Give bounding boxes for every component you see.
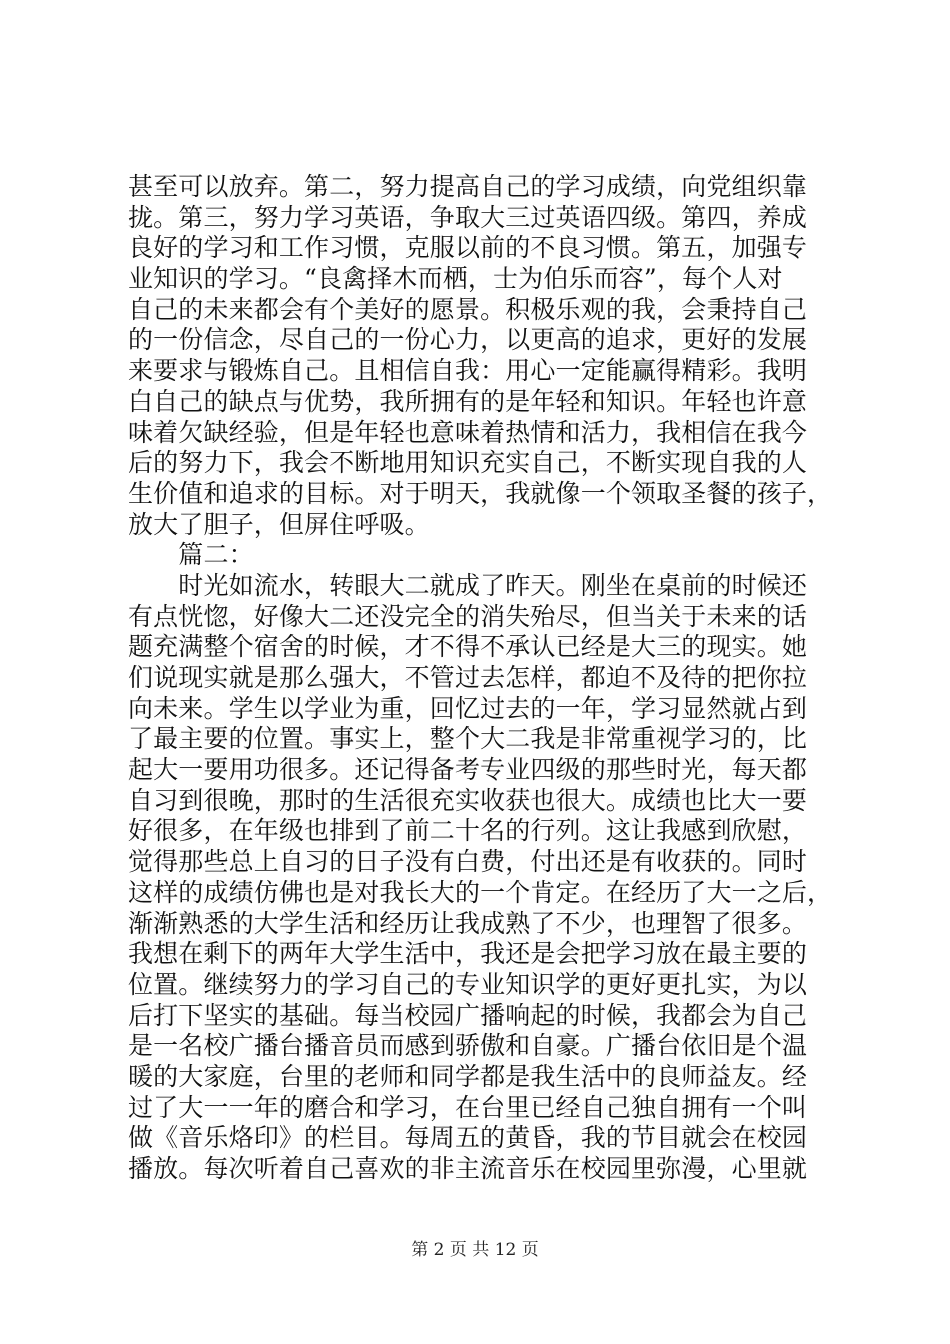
page-footer	[0, 1239, 950, 1261]
text-line: 我想在剩下的两年大学生活中，我还是会把学习放在最主要的	[128, 939, 808, 969]
text-line: 甚至可以放弃。第二，努力提高自己的学习成绩，向党组织靠	[128, 172, 808, 201]
text-line: 暖的大家庭，台里的老师和同学都是我生活中的良师益友。经	[128, 1061, 808, 1091]
text-line: 后的努力下，我会不断地用知识充实自己，不断实现自我的人	[128, 448, 808, 478]
text-line: 这样的成绩仿佛也是对我长大的一个肯定。在经历了大一之后，	[128, 877, 833, 907]
text-line: 业知识的学习。“良禽择木而栖，士为伯乐而容”，每个人对	[128, 264, 783, 294]
text-line: 白自己的缺点与优势，我所拥有的是年轻和知识。年轻也许意	[128, 386, 808, 416]
text-line: 味着欠缺经验，但是年轻也意味着热情和活力，我相信在我今	[128, 417, 808, 447]
text-line: 来要求与锻炼自己。且相信自我：用心一定能赢得精彩。我明	[128, 356, 808, 386]
text-line: 的一份信念，尽自己的一份心力，以更高的追求，更好的发展	[128, 325, 808, 355]
text-line: 有点恍惚，好像大二还没完全的消失殆尽，但当关于未来的话	[128, 601, 808, 631]
text-line: 好很多，在年级也排到了前二十名的行列。这让我感到欣慰，	[128, 816, 808, 846]
text-line: 生价值和追求的目标。对于明天，我就像一个领取圣餐的孩子，	[128, 478, 833, 508]
text-line: 位置。继续努力的学习自己的专业知识学的更好更扎实，为以	[128, 969, 808, 999]
text-line: 播放。每次听着自己喜欢的非主流音乐在校园里弥漫，心里就	[128, 1154, 808, 1183]
section-heading: 篇二：	[128, 540, 254, 570]
text-line: 渐渐熟悉的大学生活和经历让我成熟了不少，也理智了很多。	[128, 908, 808, 938]
body-text	[128, 172, 833, 1185]
text-line: 后打下坚实的基础。每当校园广播响起的时候，我都会为自己	[128, 1000, 808, 1030]
text-line: 向未来。学生以学业为重，回忆过去的一年，学习显然就占到	[128, 693, 808, 723]
text-line: 时光如流水，转眼大二就成了昨天。刚坐在桌前的时候还	[128, 570, 808, 600]
text-line: 自习到很晚，那时的生活很充实收获也很大。成绩也比大一要	[128, 785, 808, 815]
text-line: 们说现实就是那么强大，不管过去怎样，都迫不及待的把你拉	[128, 663, 808, 692]
text-line: 觉得那些总上自习的日子没有白费，付出还是有收获的。同时	[128, 847, 808, 877]
text-line: 做《音乐烙印》的栏目。每周五的黄昏，我的节目就会在校园	[128, 1123, 808, 1153]
text-line: 了最主要的位置。事实上，整个大二我是非常重视学习的，比	[128, 724, 808, 754]
text-line: 放大了胆子，但屏住呼吸。	[128, 509, 430, 539]
text-line: 题充满整个宿舍的时候，才不得不承认已经是大三的现实。她	[128, 632, 808, 662]
text-line: 起大一要用功很多。还记得备考专业四级的那些时光，每天都	[128, 755, 808, 785]
text-line: 良好的学习和工作习惯，克服以前的不良习惯。第五，加强专	[128, 233, 808, 263]
text-line: 拢。第三，努力学习英语，争取大三过英语四级。第四，养成	[128, 202, 808, 232]
text-line: 过了大一一年的磨合和学习，在台里已经自己独自拥有一个叫	[128, 1092, 808, 1122]
text-line: 自己的未来都会有个美好的愿景。积极乐观的我，会秉持自己	[128, 294, 808, 324]
page-number: 第 2 页 共 12 页	[411, 1240, 539, 1260]
text-line: 是一名校广播台播音员而感到骄傲和自豪。广播台依旧是个温	[128, 1031, 808, 1061]
